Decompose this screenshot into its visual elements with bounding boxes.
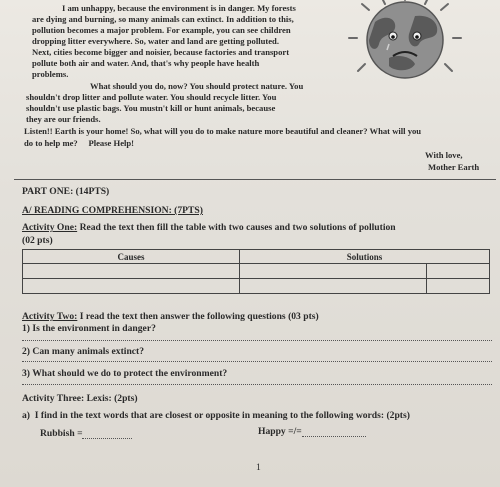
letter-line: dropping litter everywhere. So, water and land are getting polluted.: [32, 36, 279, 46]
solution-2-cell[interactable]: [240, 279, 427, 294]
question-3: 3) What should we do to protect the environment?: [22, 368, 228, 379]
lexis-instruction: a) I find in the text words that are closest or opposite in meaning to the following words: (2pts): [22, 410, 410, 421]
table-row: [23, 264, 490, 279]
cause-2-cell[interactable]: [23, 279, 240, 294]
causes-solutions-table: [22, 249, 490, 294]
solution-1-extra-cell[interactable]: [427, 264, 490, 279]
divider: [14, 179, 496, 180]
activity-one-points: (02 pts): [22, 235, 53, 246]
letter-line: pollute both air and water. And, that's why people have health: [32, 58, 260, 68]
letter-line: shouldn't drop litter and pollute water. You should recycle litter. You: [26, 92, 277, 102]
activity-three: Activity Three: Lexis: (2pts): [22, 393, 138, 404]
solutions-header: Solutions: [240, 250, 490, 264]
lexis-answer-2[interactable]: [302, 436, 366, 437]
part-one-title: PART ONE: (14PTS): [22, 186, 110, 197]
lexis-answer-1[interactable]: [82, 438, 132, 439]
table-header-row: [23, 250, 490, 264]
letter-line: are dying and burning, so many animals can extinct. In addition to this,: [32, 14, 294, 24]
letter-line: What should you do, now? You should protect nature. You: [90, 81, 304, 91]
letter-closing: With love,: [425, 150, 463, 160]
letter-line: I am unhappy, because the environment is in danger. My forests: [62, 3, 296, 13]
cause-1-cell[interactable]: [23, 264, 240, 279]
answer-line-3[interactable]: [22, 384, 492, 385]
letter-line: Listen!! Earth is your home! So, what will you do to make nature more beautiful and cleaner? What will you: [24, 126, 422, 136]
activity-one-text: Read the text then fill the table with two causes and two solutions of pollution: [79, 222, 396, 233]
solution-1-cell[interactable]: [240, 264, 427, 279]
page-number: 1: [256, 462, 261, 473]
answer-line-2[interactable]: [22, 361, 492, 362]
letter-line: shouldn't use plastic bags. You mustn't kill or hunt animals, because: [26, 103, 276, 113]
section-a-title: A/ READING COMPREHENSION: (7PTS): [22, 205, 203, 216]
solution-2-extra-cell[interactable]: [427, 279, 490, 294]
sad-earth-icon: [345, 0, 465, 80]
letter-line: do to help me? Please Help!: [24, 138, 135, 148]
letter-line: they are our friends.: [26, 114, 101, 124]
letter-line: Next, cities become bigger and noisier, because factories and transport: [32, 47, 290, 57]
letter-line: pollution becomes a major problem. For example, you can see children: [32, 25, 291, 35]
causes-header: Causes: [23, 250, 240, 264]
lexis-word-1: Rubbish =: [40, 428, 83, 439]
activity-two: [22, 311, 319, 322]
activity-one-label: Activity One:: [22, 222, 78, 233]
letter-signature: Mother Earth: [428, 162, 480, 172]
question-2: 2) Can many animals extinct?: [22, 346, 145, 357]
letter-line: problems.: [32, 69, 69, 79]
table-row: [23, 279, 490, 294]
answer-line-1[interactable]: [22, 340, 492, 341]
question-1: 1) Is the environment in danger?: [22, 323, 156, 334]
activity-two-label: Activity Two:: [22, 311, 78, 322]
activity-one: [22, 222, 396, 233]
lexis-word-2: Happy =/=: [258, 426, 302, 437]
activity-two-text: I read the text then answer the following questions (03 pts): [79, 311, 319, 322]
